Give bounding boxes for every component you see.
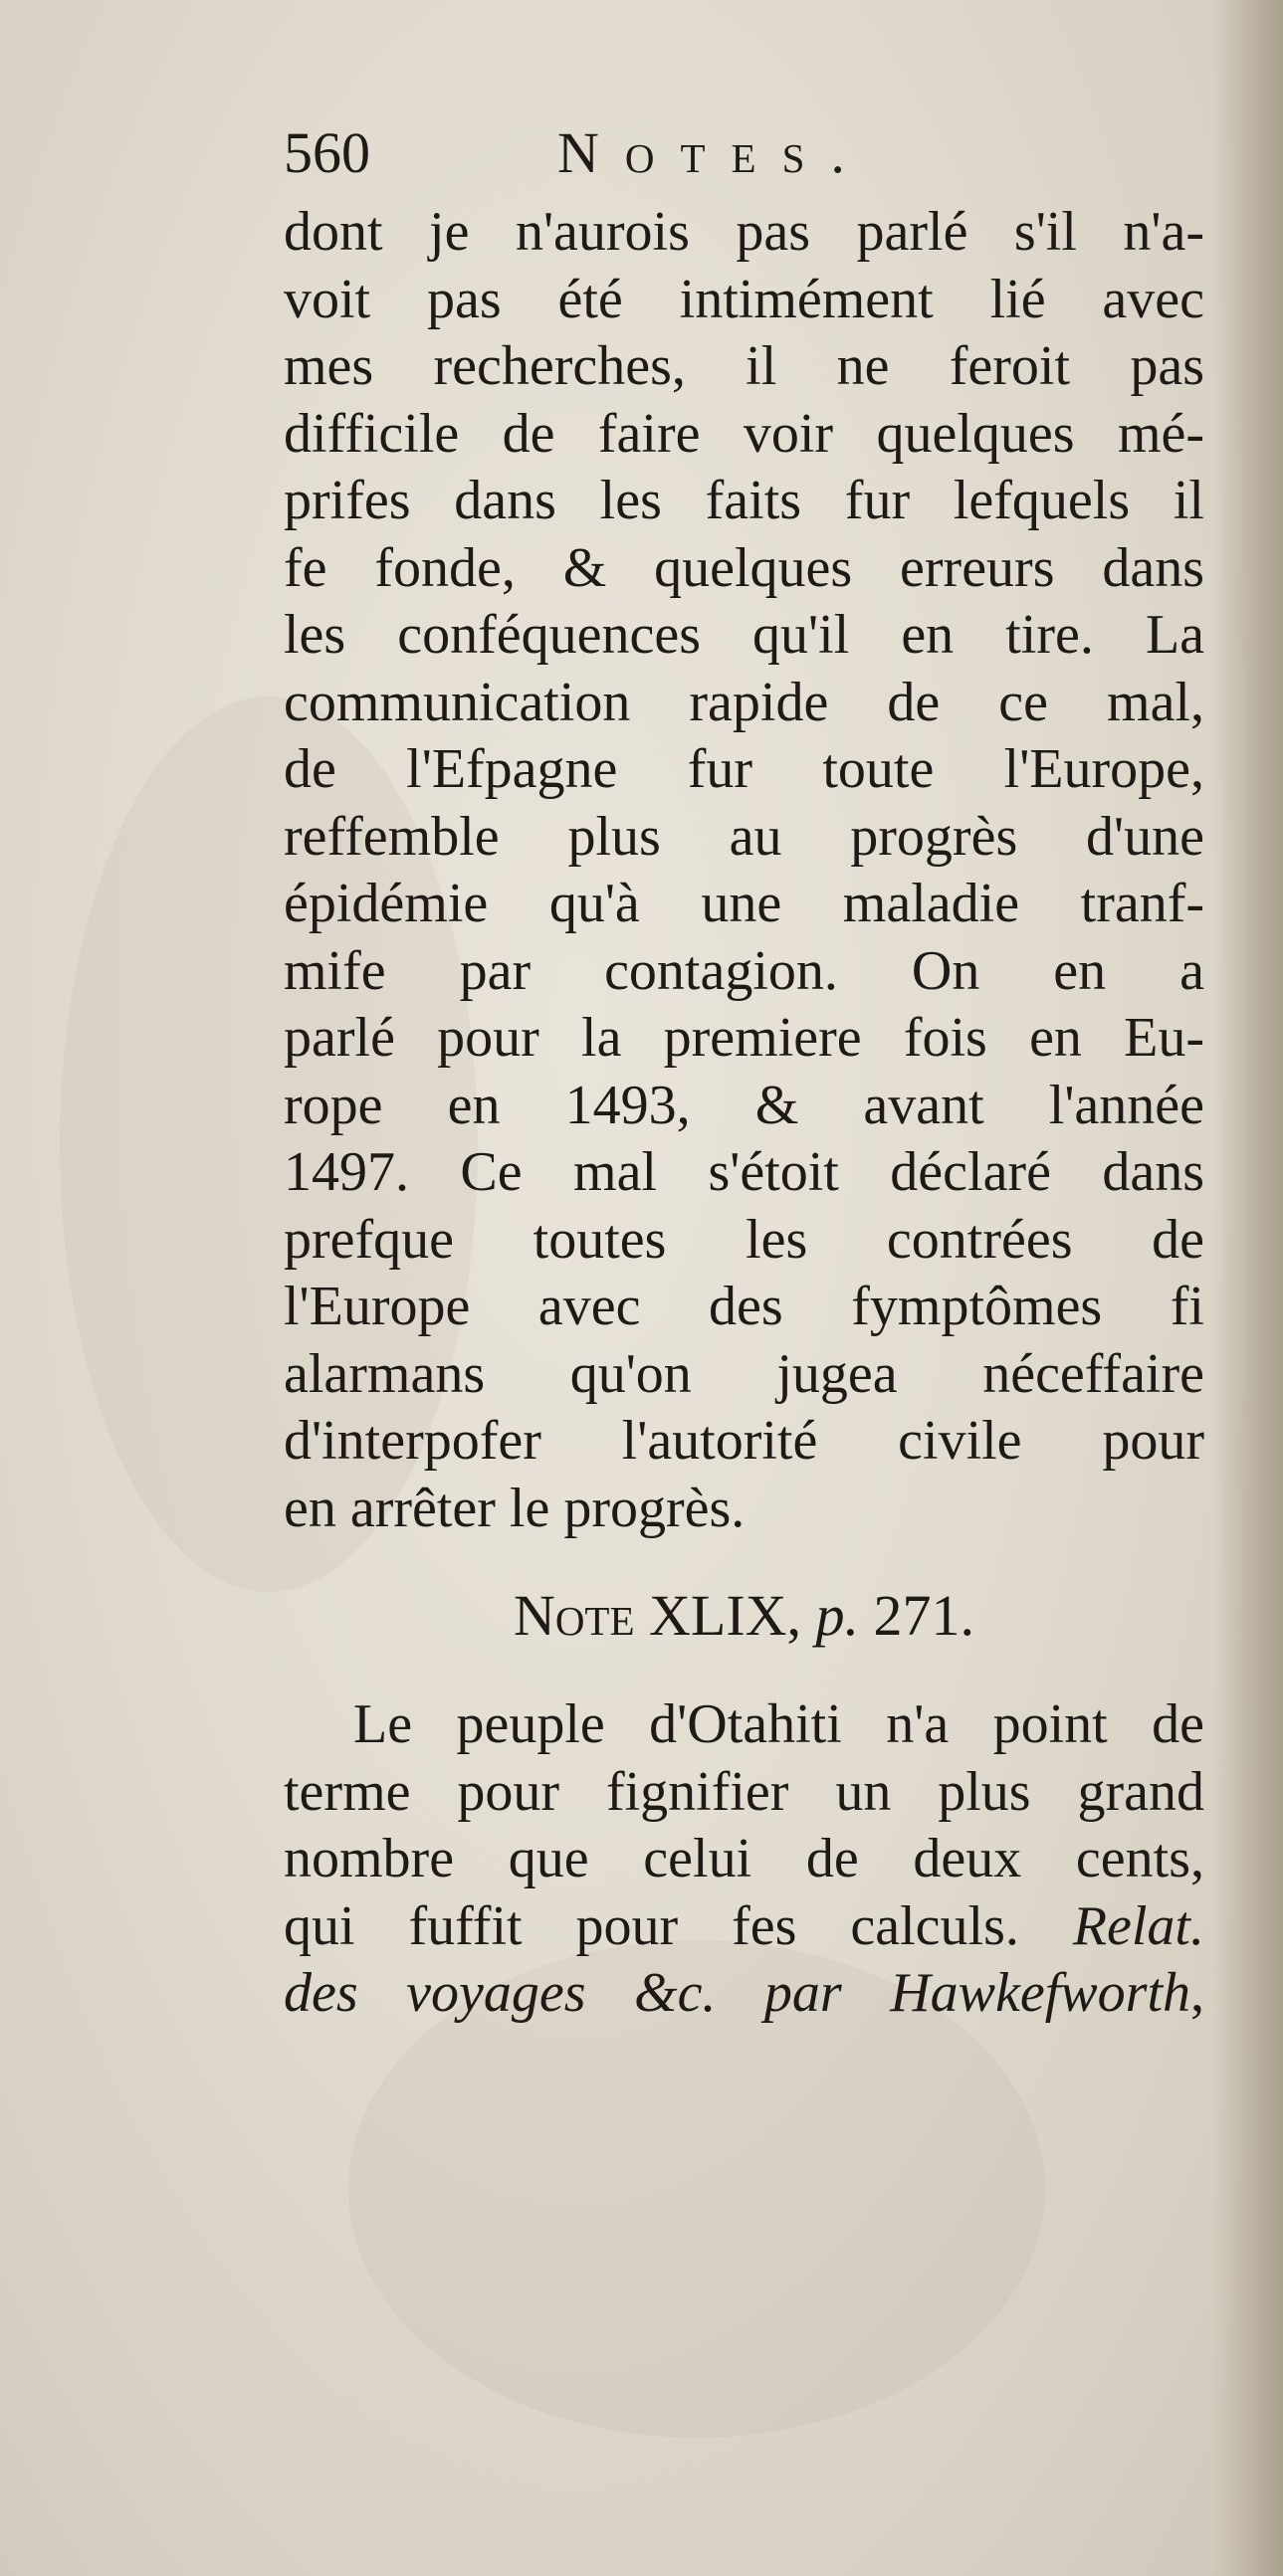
body-line: reffemble plus au progrès d'une (284, 805, 1204, 868)
body-line: alarmans qu'on jugea néceffaire (284, 1342, 1204, 1405)
note-heading-page-number: 271. (859, 1583, 975, 1648)
page-header (284, 119, 1209, 209)
body-line: mes recherches, il ne feroit pas (284, 335, 1204, 397)
body-line: l'Europe avec des fymptômes fi (284, 1276, 1204, 1337)
note-reference-italic: Relat. (1072, 1894, 1204, 1957)
note-heading-label: Note XLIX, (513, 1583, 816, 1648)
note-reference-italic: des voyages &c. par Hawkefworth (284, 1962, 1190, 2024)
note-line: Le peuple d'Otahiti n'a point de (353, 1693, 1204, 1755)
body-line: mife par contagion. On en a (284, 939, 1204, 1002)
body-line: dont je n'aurois pas parlé s'il n'a- (284, 201, 1204, 263)
note-heading (284, 1582, 1204, 1662)
note-paragraph (284, 1691, 1204, 2028)
binding-gutter (1213, 0, 1283, 2576)
body-line: difficile de faire voir quelques mé- (284, 402, 1204, 465)
body-line: prefque toutes les contrées de (284, 1208, 1204, 1271)
body-line: fe fonde, & quelques erreurs dans (284, 536, 1204, 599)
note-line: nombre que celui de deux cents, (284, 1828, 1204, 1889)
body-line: communication rapide de ce mal, (284, 671, 1204, 733)
running-head: Notes. (557, 120, 871, 185)
body-line: parlé pour la premiere fois en Eu- (284, 1007, 1204, 1069)
body-line: d'interpofer l'autorité civile pour (284, 1410, 1204, 1472)
note-line (284, 1960, 1204, 2028)
body-paragraph (284, 199, 1204, 1542)
body-line: en arrêter le progrès. (284, 1477, 746, 1539)
body-line: 1497. Ce mal s'étoit déclaré dans (284, 1141, 1204, 1203)
note-line-text: qui fuffit pour fes calculs. (284, 1894, 1073, 1957)
page-number: 560 (284, 120, 370, 185)
body-line: épidémie qu'à une maladie tranf- (284, 873, 1204, 934)
note-line: terme pour fignifier un plus grand (284, 1760, 1204, 1823)
body-line: voit pas été intimément lié avec (284, 268, 1204, 330)
note-line-text: , (1190, 1962, 1204, 2024)
note-heading-page-label: p. (815, 1583, 860, 1648)
body-line: prifes dans les faits fur lefquels il (284, 470, 1204, 531)
note-line (284, 1893, 1204, 1961)
body-line: de l'Efpagne fur toute l'Europe, (284, 738, 1204, 800)
body-line: les conféquences qu'il en tire. La (284, 604, 1204, 666)
body-line: rope en 1493, & avant l'année (284, 1074, 1204, 1136)
